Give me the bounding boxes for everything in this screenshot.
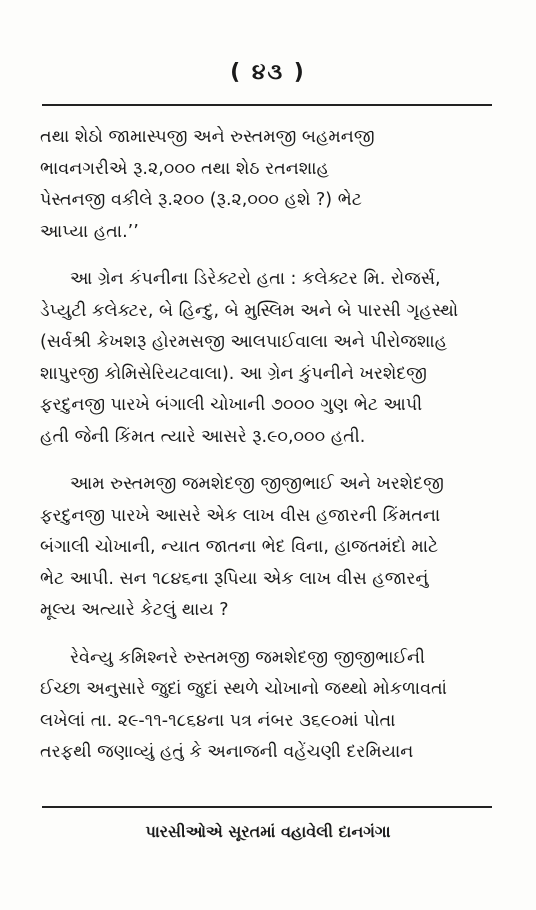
text-line: (સર્વશ્રી કેખશરૂ હોરમસજી આલપાઈવાલા અને પીરોજશાહ bbox=[40, 332, 448, 352]
text-line: ભાવનગરીએ રૂ.૨,૦૦૦ તથા શેઠ રતનશાહ bbox=[40, 158, 329, 179]
paragraph-4 bbox=[40, 643, 495, 769]
text-line: હતી જેની કિંમત ત્યારે આસરે રૂ.૯૦,૦૦૦ હતી. bbox=[40, 426, 366, 447]
text-line: પેસ્તનજી વકીલે રૂ.૨૦૦ (રૂ.૨,૦૦૦ હશે ?) ભેટ bbox=[40, 190, 362, 210]
text-line: શાપુરજી કોમિસેરિયટવાલા). આ ગ્રેન કુંપનીને ખરશેદજી bbox=[40, 363, 427, 384]
text-line: ફરદુનજી પારખે આસરે એક લાખ વીસ હજારની કિંમતના bbox=[40, 505, 441, 526]
paragraph-3 bbox=[40, 469, 495, 627]
text-line: રેવેન્યુ કમિશ્નરે રુસ્તમજી જમશેદજી જીજીભાઈની bbox=[70, 647, 426, 668]
text-line: ફરદુનજી પારખે બંગાલી ચોખાની ૭૦૦૦ ગુણ ભેટ આપી bbox=[40, 395, 423, 415]
text-line: તથા શેઠો જામાસ્પજી અને રુસ્તમજી બહમનજી bbox=[40, 127, 375, 147]
page-number: ( ૪૩ ) bbox=[230, 60, 306, 85]
paragraph-1 bbox=[40, 122, 495, 248]
text-line: લખેલાં તા. ૨૯-૧૧-૧૮૬૪ના પત્ર નંબર ૩૬૯૦માં પોતા bbox=[40, 710, 396, 731]
text-line: આમ રુસ્તમજી જમશેદજી જીજીભાઈ અને ખરશેદજી bbox=[70, 474, 444, 494]
text-line: મૂલ્ય અત્યારે કેટલું થાય ? bbox=[40, 600, 229, 620]
text-line: ઈચ્છા અનુસારે જુદાં જુદાં સ્થળે ચોખાનો જથ્થો મોકળાવતાં bbox=[40, 679, 447, 699]
text-line: આપ્યા હતા.’’ bbox=[40, 221, 139, 242]
header-divider bbox=[42, 104, 492, 106]
running-footer-title: પારસીઓએ સૂરતમાં વહાવેલી દાનગંગા bbox=[145, 822, 391, 841]
text-line: બંગાલી ચોખાની, ન્યાત જાતના ભેદ વિના, હાજતમંદો માટે bbox=[40, 537, 439, 557]
text-line: આ ગ્રેન કંપનીના ડિરેક્ટરો હતા : કલેક્ટર મિ. રોજર્સ, bbox=[70, 269, 441, 289]
footer-divider bbox=[42, 806, 492, 808]
text-line: ભેટ આપી. સન ૧૮૪૬ના રૂપિયા એક લાખ વીસ હજારનું bbox=[40, 568, 429, 589]
text-line: ડેપ્યુટી કલેક્ટર, બે હિન્દુ, બે મુસ્લિમ અને બે પારસી ગૃહસ્થો bbox=[40, 300, 459, 321]
page-body bbox=[40, 122, 495, 769]
paragraph-2 bbox=[40, 264, 495, 453]
text-line: તરફથી જણાવ્યું હતું કે અનાજની વહેંચણી દરમિયાન bbox=[40, 742, 414, 762]
